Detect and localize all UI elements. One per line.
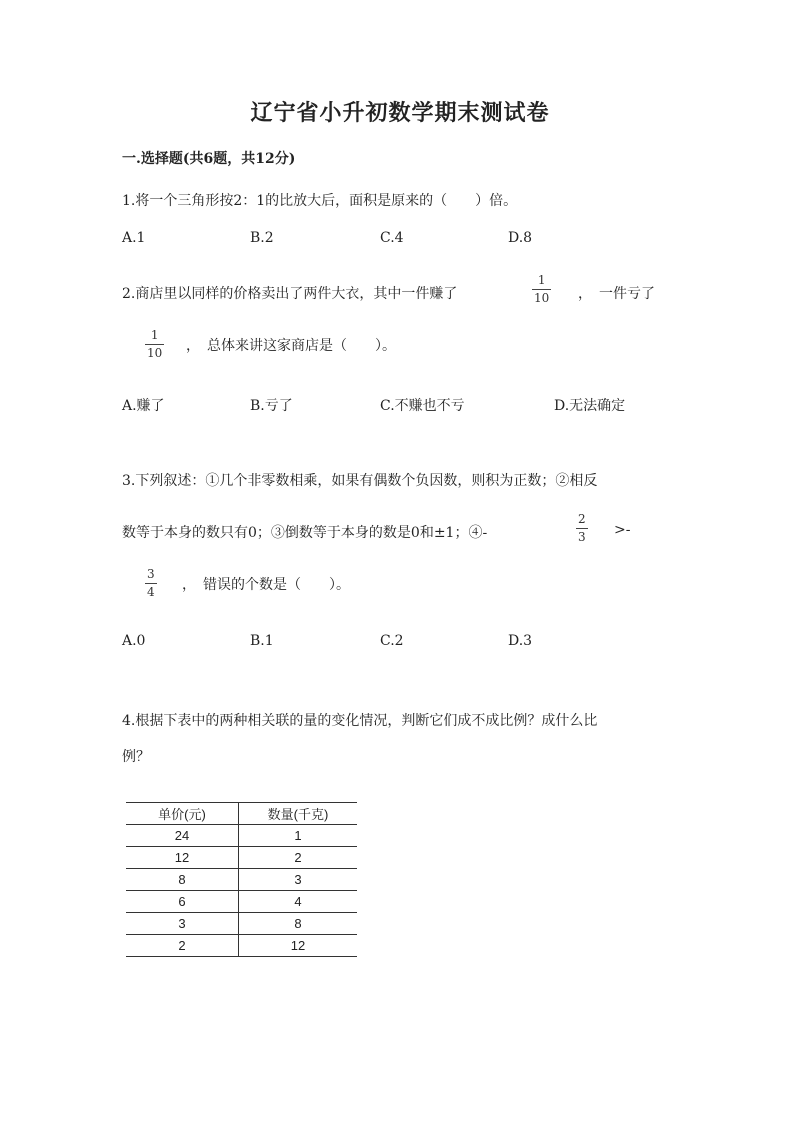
q3-fraction-2	[145, 568, 157, 599]
column-header-price: 单价(元)	[126, 803, 239, 825]
question-2-text-a: 2.商店里以同样的价格卖出了两件大衣，其中一件赚了	[122, 286, 458, 302]
table-row	[126, 913, 357, 935]
table-cell: 8	[294, 916, 302, 931]
table-cell: 8	[126, 869, 239, 891]
q2-option-d: D.无法确定	[554, 398, 626, 414]
q3-option-b: B.1	[250, 633, 274, 649]
q1-option-d: D.8	[508, 230, 533, 246]
table-row	[126, 869, 357, 891]
column-header-quantity: 数量(千克)	[267, 807, 329, 822]
question-3-line-2: 数等于本身的数只有0；③倒数等于本身的数是0和±1；④-	[122, 525, 488, 541]
fraction-denominator: 3	[578, 530, 586, 545]
table-cell: 6	[126, 891, 239, 913]
section-heading: 一.选择题(共6题，共12分)	[122, 151, 296, 167]
question-2-text-b: ， 一件亏了	[578, 286, 655, 302]
page-title: 辽宁省小升初数学期末测试卷	[250, 100, 550, 126]
q2-fraction-2	[145, 329, 164, 360]
table-cell: 2	[126, 935, 239, 957]
fraction-denominator: 10	[147, 346, 163, 361]
table-cell: 3	[294, 872, 302, 887]
table-cell: 2	[294, 850, 302, 865]
fraction-bar	[145, 344, 164, 345]
table-cell: 4	[294, 894, 302, 909]
q3-option-c: C.2	[380, 633, 404, 649]
table-header-row	[126, 803, 357, 825]
q3-option-d: D.3	[508, 633, 533, 649]
q2-option-b: B.亏了	[250, 398, 293, 414]
table-cell: 3	[126, 913, 239, 935]
fraction-numerator: 1	[537, 273, 546, 287]
question-4-line-1: 4.根据下表中的两种相关联的量的变化情况，判断它们成不成比例？成什么比	[122, 713, 598, 729]
table-cell: 24	[126, 825, 239, 847]
fraction-bar	[576, 528, 588, 529]
q3-fraction-1	[576, 513, 588, 544]
q3-option-a: A.0	[122, 633, 146, 649]
question-3-comparison: >-	[614, 522, 631, 538]
fraction-denominator: 4	[147, 585, 155, 600]
question-3-line-3: ， 错误的个数是（ ）。	[182, 577, 350, 593]
table-row	[126, 891, 357, 913]
table-cell: 12	[290, 938, 306, 953]
table-row	[126, 847, 357, 869]
q1-option-a: A.1	[122, 230, 146, 246]
q2-fraction-1	[532, 274, 551, 305]
fraction-bar	[145, 583, 157, 584]
question-4-line-2: 例？	[122, 749, 150, 765]
question-1-text: 1.将一个三角形按2：1的比放大后，面积是原来的（ ）倍。	[122, 193, 518, 209]
q2-option-a: A.赚了	[122, 398, 165, 414]
q1-option-b: B.2	[250, 230, 274, 246]
fraction-denominator: 10	[534, 291, 550, 306]
q1-option-c: C.4	[380, 230, 404, 246]
fraction-numerator: 3	[147, 567, 155, 581]
table-row	[126, 935, 357, 957]
price-quantity-table	[126, 802, 357, 957]
question-2-text-c: ， 总体来讲这家商店是（ ）。	[186, 338, 396, 354]
q2-option-c: C.不赚也不亏	[380, 398, 465, 414]
fraction-numerator: 2	[578, 512, 586, 526]
fraction-bar	[532, 289, 551, 290]
table-cell: 12	[126, 847, 239, 869]
table-row	[126, 825, 357, 847]
fraction-numerator: 1	[150, 328, 159, 342]
question-3-line-1: 3.下列叙述：①几个非零数相乘，如果有偶数个负因数，则积为正数；②相反	[122, 473, 598, 489]
table-cell: 1	[294, 828, 302, 843]
